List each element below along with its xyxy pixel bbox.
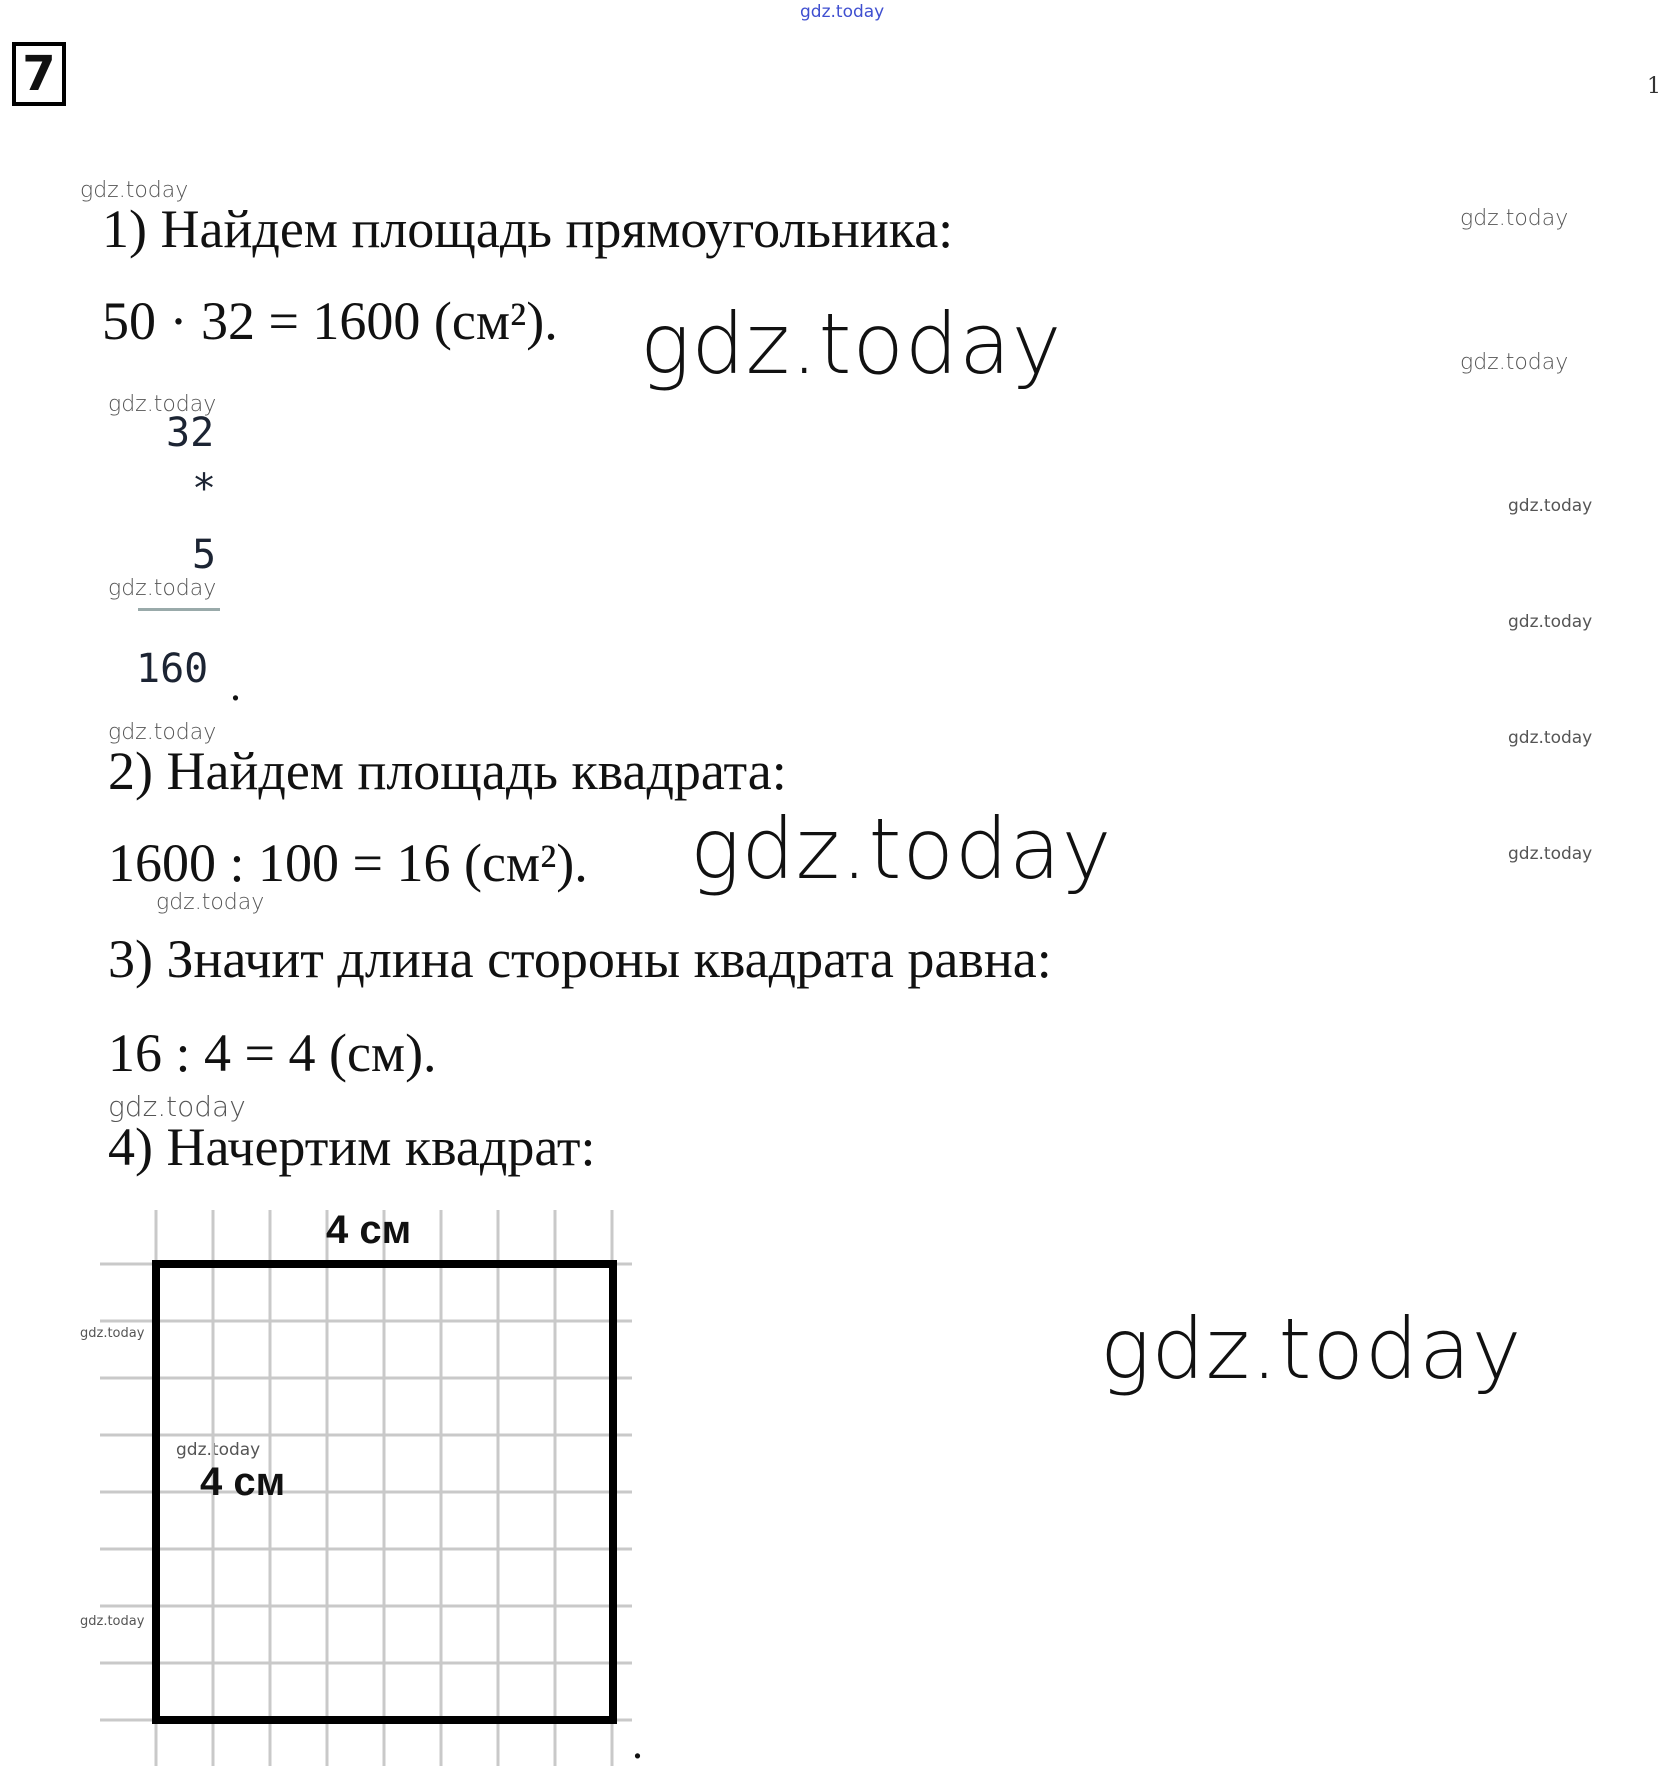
step2-calc: 1600 : 100 = 16 (см²).	[108, 833, 588, 893]
grid-lines	[100, 1210, 632, 1766]
watermark: gdz.today	[1508, 728, 1593, 748]
watermark: gdz.today	[108, 392, 217, 417]
watermark-large: gdz.today	[1100, 1300, 1523, 1398]
watermark: gdz.today	[176, 1440, 261, 1460]
page-number: 1	[1647, 74, 1661, 99]
top-watermark: gdz.today	[800, 2, 885, 22]
task-number-badge: 7	[12, 42, 66, 106]
watermark: gdz.today	[1460, 350, 1569, 375]
step2-title: 2) Найдем площадь квадрата:	[108, 741, 787, 801]
watermark: gdz.today	[1508, 612, 1593, 632]
watermark: gdz.today	[108, 1090, 246, 1123]
column-top: 32	[166, 410, 215, 456]
square-figure	[100, 1210, 640, 1766]
watermark-large: gdz.today	[640, 295, 1063, 393]
column-result: 160	[136, 646, 209, 692]
watermark: gdz.today	[108, 720, 217, 745]
watermark: gdz.today	[80, 178, 189, 203]
column-dot: .	[230, 661, 241, 710]
step1-calc: 50 · 32 = 1600 (см²).	[102, 291, 558, 351]
watermark-large: gdz.today	[690, 800, 1113, 898]
square-side-label: 4 см	[200, 1460, 286, 1504]
step4-title: 4) Начертим квадрат:	[108, 1117, 596, 1177]
column-sign: *	[192, 466, 217, 512]
watermark: gdz.today	[108, 576, 217, 601]
column-bottom: 5	[192, 532, 217, 578]
watermark: gdz.today	[1508, 844, 1593, 864]
watermark: gdz.today	[1508, 496, 1593, 516]
column-line	[138, 608, 220, 611]
square-top-label: 4 см	[326, 1208, 412, 1252]
watermark: gdz.today	[1460, 206, 1569, 231]
step1-title: 1) Найдем площадь прямоугольника:	[102, 199, 954, 259]
figure-end-dot: .	[632, 1719, 643, 1768]
watermark: gdz.today	[156, 890, 265, 915]
step3-calc: 16 : 4 = 4 (см).	[108, 1023, 437, 1083]
step3-title: 3) Значит длина стороны квадрата равна:	[108, 929, 1052, 989]
watermark: gdz.today	[80, 1614, 145, 1629]
watermark: gdz.today	[80, 1326, 145, 1341]
